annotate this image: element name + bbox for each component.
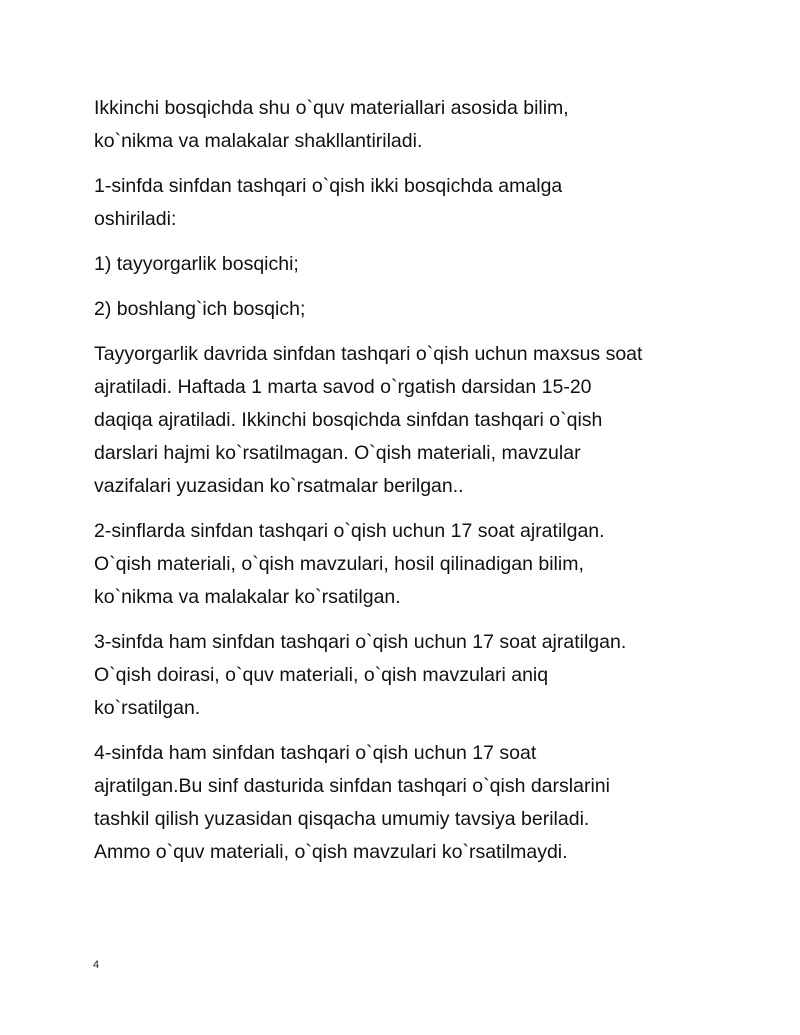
document-body (94, 92, 714, 881)
paragraph-6 (94, 737, 714, 869)
text-line: ko`nikma va malakalar ko`rsatilgan. (94, 586, 401, 608)
text-line: O`qish doirasi, o`quv materiali, o`qish mavzulari aniq (94, 664, 549, 686)
text-line: ajratiladi. Haftada 1 marta savod o`rgatish darsidan 15-20 (94, 376, 592, 398)
text-line: 3-sinfda ham sinfdan tashqari o`qish uchun 17 soat ajratilgan. (94, 631, 627, 653)
paragraph-1 (94, 92, 714, 158)
text-line: oshiriladi: (94, 208, 177, 230)
text-line: ko`nikma va malakalar shakllantiriladi. (94, 130, 423, 152)
text-line: darslari hajmi ko`rsatilmagan. O`qish materiali, mavzular (94, 442, 581, 464)
text-line: Ikkinchi bosqichda shu o`quv materiallari asosida bilim, (94, 97, 569, 119)
paragraph-5 (94, 626, 714, 725)
text-line: vazifalari yuzasidan ko`rsatmalar berilgan.. (94, 475, 464, 497)
page-number: 4 (93, 959, 100, 971)
text-line: tashkil qilish yuzasidan qisqacha umumiy tavsiya beriladi. (94, 808, 590, 830)
list-item-2 (94, 293, 714, 326)
list-item-1 (94, 248, 714, 281)
paragraph-2 (94, 170, 714, 236)
text-line: 4-sinfda ham sinfdan tashqari o`qish uchun 17 soat (94, 742, 537, 764)
text-line: 1) tayyorgarlik bosqichi; (94, 253, 299, 275)
text-line: 2) boshlang`ich bosqich; (94, 298, 306, 320)
paragraph-3 (94, 338, 714, 503)
paragraph-4 (94, 515, 714, 614)
text-line: ko`rsatilgan. (94, 697, 201, 719)
text-line: ajratilgan.Bu sinf dasturida sinfdan tashqari o`qish darslarini (94, 775, 610, 797)
text-line: O`qish materiali, o`qish mavzulari, hosil qilinadigan bilim, (94, 553, 584, 575)
text-line: daqiqa ajratiladi. Ikkinchi bosqichda sinfdan tashqari o`qish (94, 409, 603, 431)
text-line: 1-sinfda sinfdan tashqari o`qish ikki bosqichda amalga (94, 175, 563, 197)
text-line: 2-sinflarda sinfdan tashqari o`qish uchun 17 soat ajratilgan. (94, 520, 605, 542)
text-line: Ammo o`quv materiali, o`qish mavzulari ko`rsatilmaydi. (94, 841, 568, 863)
text-line: Tayyorgarlik davrida sinfdan tashqari o`qish uchun maxsus soat (94, 343, 643, 365)
